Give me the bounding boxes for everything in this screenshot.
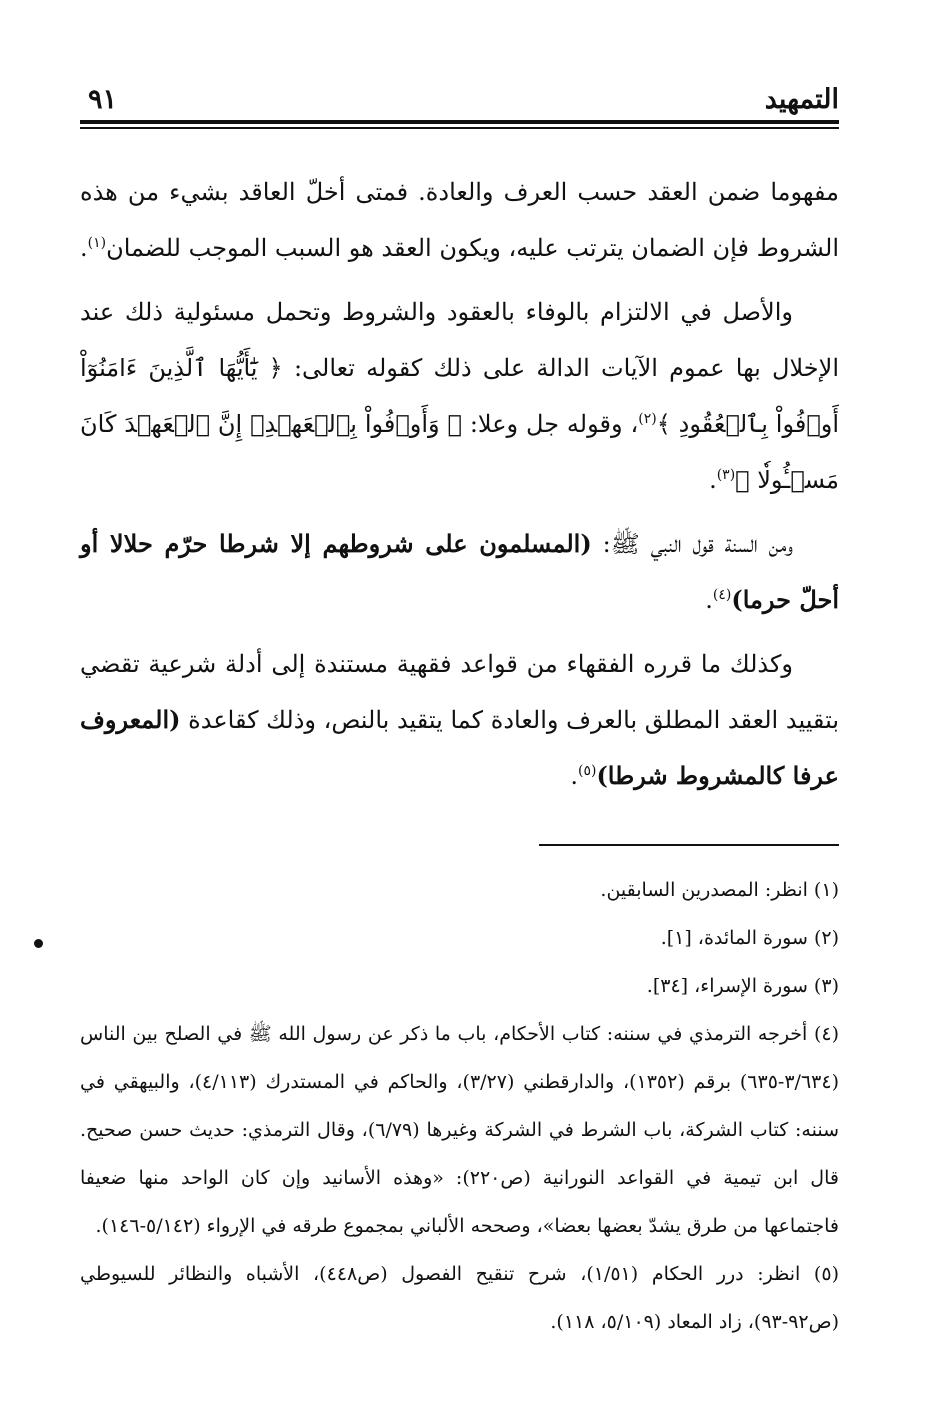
header-rule-thin xyxy=(80,127,839,129)
running-header xyxy=(80,70,839,122)
footnote-1: (١) انظر: المصدرين السابقين. xyxy=(600,879,839,901)
quran-verse-2: ﴿ وَأَوۡفُواْ بِٱلۡعَهۡدِۖ إِنَّ ٱلۡعَهۡدَ كَانَ مَسۡـُٔولٗا ﴾ xyxy=(80,410,839,494)
paragraph-2-text-a: والأصل في الالتزام بالوفاء بالعقود والشروط وتحمل مسئولية ذلك عند الإخلال بها عموم الآيات الدالة على ذلك كقوله تعالى: xyxy=(80,298,839,382)
margin-dot xyxy=(34,939,43,948)
paragraph-1-text: مفهوما ضمن العقد حسب العرف والعادة. فمتى أخلّ العاقد بشيء من هذه الشروط فإن الضمان يترتب عليه، ويكون العقد هو السبب الموجب للضمان xyxy=(80,178,839,262)
paragraph-4 xyxy=(80,636,839,804)
paragraph-2-text-b: ، وقوله جل وعلا: xyxy=(461,410,639,438)
footnote-separator xyxy=(539,844,839,846)
footnote-3: (٣) سورة الإسراء، [٣٤]. xyxy=(646,975,839,997)
header-rule-thick xyxy=(80,120,839,124)
paragraph-1-end: . xyxy=(80,234,88,262)
chapter-title: التمهيد xyxy=(764,84,839,115)
footnote-ref-5: (٥) xyxy=(577,763,597,779)
paragraph-1 xyxy=(80,164,839,276)
footnote-ref-2: (٢) xyxy=(638,411,657,427)
legal-maxim: (المعروف عرفا كالمشروط شرطا) xyxy=(80,705,839,790)
hadith-text: (المسلمون على شروطهم إلا شرطا حرّم حلالا أو أحلّ حرما) xyxy=(80,529,839,614)
footnote-ref-1: (١) xyxy=(87,235,107,251)
footnote-5: (٥) انظر: درر الحكام (١/٥١)، شرح تنقيح الفصول (ص٤٤٨)، الأشباه والنظائر للسيوطي (ص٩٢-٩٣)، زاد المعاد (٥/١٠٩، ١١٨). xyxy=(80,1263,839,1333)
main-text xyxy=(80,164,839,804)
paragraph-2 xyxy=(80,284,839,508)
footnote-ref-4: (٤) xyxy=(712,587,732,603)
document-page xyxy=(80,70,839,1407)
footnote-ref-3: (٣) xyxy=(716,467,736,483)
paragraph-4-end: . xyxy=(570,762,578,790)
footnote-4: (٤) أخرجه الترمذي في سننه: كتاب الأحكام، باب ما ذكر عن رسول الله ﷺ في الصلح بين الناس (٣/٦٣٤-٦٣٥) برقم (١٣٥٢)، والدارقطني (٣/٢٧)، والحاكم في المستدرك (٤/١١٣)، والبيهقي في سننه: كتاب الشركة، باب الشرط في الشركة وغيرها (٦/٧٩)، وقال الترمذي: حديث حسن صحيح. قال ابن تيمية في القواعد النورانية (ص٢٢٠): «وهذه الأسانيد وإن كان الواحد منها ضعيفا فاجتماعها من طرق يشدّ بعضها بعضا»، وصححه الألباني بمجموع طرقه في الإرواء (٥/١٤٢-١٤٦). xyxy=(80,1023,839,1237)
footnote-2: (٢) سورة المائدة، [١]. xyxy=(660,927,839,949)
paragraph-4-text: وكذلك ما قرره الفقهاء من قواعد فقهية مستندة إلى أدلة شرعية تقضي بتقييد العقد المطلق بالعرف والعادة كما يتقيد بالنص، وذلك كقاعدة xyxy=(80,650,839,734)
paragraph-3-text: ومن السنة قول النبي ﷺ: xyxy=(591,530,793,558)
paragraph-3 xyxy=(80,516,839,628)
paragraph-2-end: . xyxy=(709,466,717,494)
quran-verse-1: ﴿ يَٰٓأَيُّهَا ٱلَّذِينَ ءَامَنُوٓاْ أَوۡفُواْ بِٱلۡعُقُودِ ﴾ xyxy=(80,354,839,438)
page-number: ٩١ xyxy=(88,84,118,115)
paragraph-3-end: . xyxy=(705,586,713,614)
footnotes xyxy=(80,866,839,1346)
